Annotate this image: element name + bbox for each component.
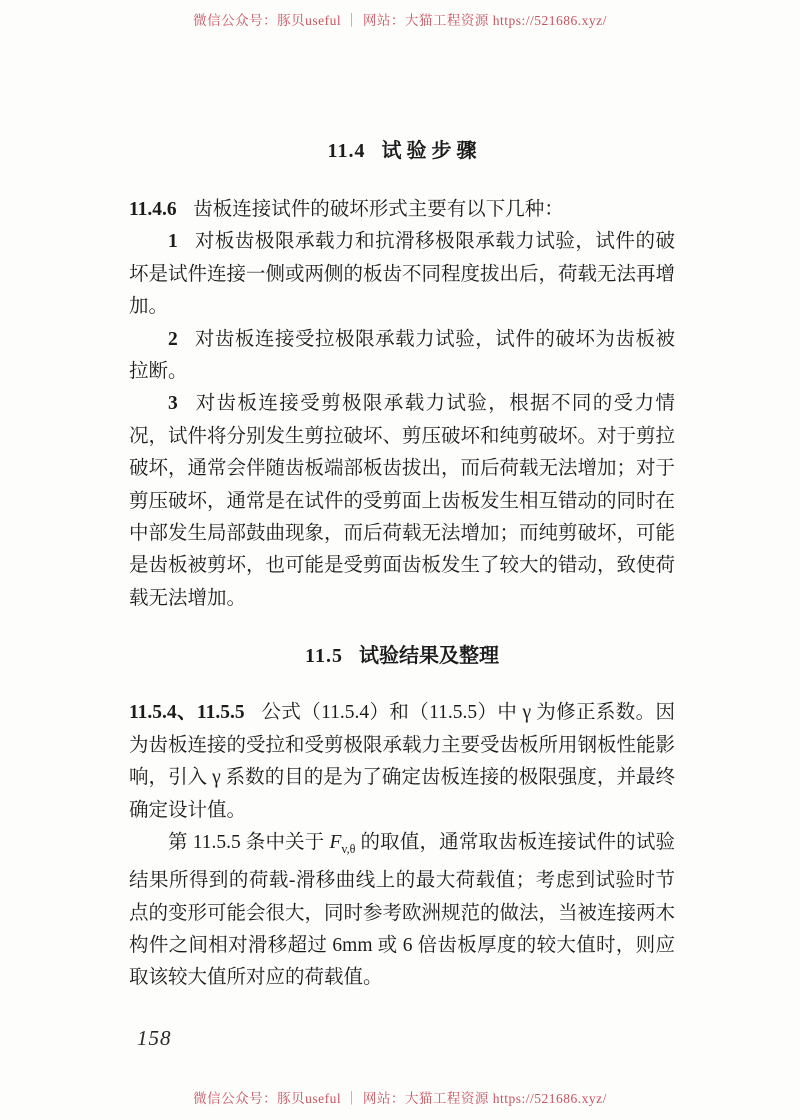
list-item-1-number: 1	[168, 231, 178, 253]
list-item-2-number: 2	[168, 328, 178, 350]
footer-watermark: 微信公众号：豚贝useful ｜ 网站：大猫工程资源 https://521686.xyz/	[193, 1091, 607, 1106]
list-item-1-text: 对板齿极限承载力和抗滑移极限承载力试验，试件的破坏是试件连接一侧或两侧的板齿不同程度拔出后，荷载无法再增加。	[129, 231, 676, 318]
clause-11-5-4-numbers: 11.5.4、11.5.5	[129, 702, 245, 724]
page-content	[129, 136, 675, 995]
clause-11-4-6-text: 齿板连接试件的破坏形式主要有以下几种：	[193, 199, 564, 220]
list-item-3	[129, 388, 675, 615]
force-symbol: F	[329, 831, 342, 853]
section-11-4-title: 试 验 步 骤	[381, 140, 477, 162]
clause-11-5-4-text: 公式（11.5.4）和（11.5.5）中 γ 为修正系数。因为齿板连接的受拉和受剪极限承载力主要受齿板所用钢板性能影响，引入 γ 系数的目的是为了确定齿板连接的极限强度，并最终确定设计值。	[129, 702, 676, 821]
clause-11-5-4-paragraph	[129, 697, 675, 827]
force-symbol-subscript: v,θ	[341, 841, 356, 856]
section-heading-11-5	[129, 641, 675, 671]
list-item-2	[129, 324, 675, 389]
section-11-5-title: 试验结果及整理	[358, 645, 499, 668]
section-11-4-number: 11.4	[327, 140, 366, 162]
clause-11-5-5-text-before: 第 11.5.5 条中关于	[168, 831, 330, 853]
list-item-2-text: 对齿板连接受拉极限承载力试验，试件的破坏为齿板被拉断。	[129, 328, 675, 383]
list-item-3-text: 对齿板连接受剪极限承载力试验，根据不同的受力情况，试件将分别发生剪拉破坏、剪压破坏和纯剪破坏。对于剪拉破坏，通常会伴随齿板端部板齿拔出，而后荷载无法增加；对于剪压破坏，通常是在试件的受剪面上齿板发生相互错动的同时在中部发生局部鼓曲现象，而后荷载无法增加；而纯剪破坏，可能是齿板被剪坏，也可能是受剪面齿板发生了较大的错动，致使荷载无法增加。	[129, 393, 676, 609]
clause-11-5-5-paragraph	[129, 827, 675, 995]
clause-11-5-5-text-after: 的取值，通常取齿板连接试件的试验结果所得到的荷载-滑移曲线上的最大荷载值；考虑到试验时节点的变形可能会很大，同时参考欧洲规范的做法，当被连接两木构件之间相对滑移超过 6mm 或 6 倍齿板厚度的较大值时，则应取该较大值所对应的荷载值。	[129, 831, 676, 989]
page-number: 158	[137, 1026, 172, 1050]
header-watermark: 微信公众号：豚贝useful ｜ 网站：大猫工程资源 https://521686.xyz/	[193, 13, 607, 28]
list-item-1	[129, 226, 675, 323]
section-11-5-number: 11.5	[305, 645, 343, 668]
list-item-3-number: 3	[168, 393, 178, 415]
clause-11-4-6-number: 11.4.6	[129, 199, 177, 220]
section-heading-11-4	[129, 136, 675, 166]
clause-11-4-6	[129, 194, 675, 226]
